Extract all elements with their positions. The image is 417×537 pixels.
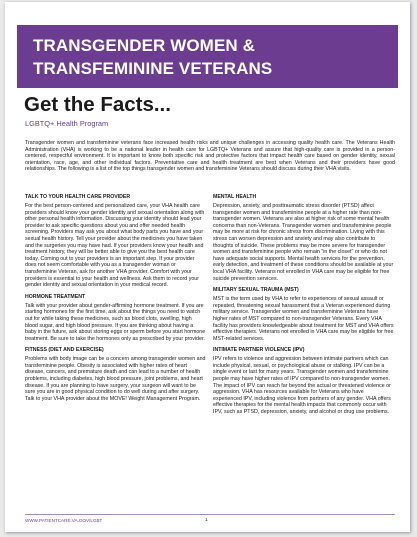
program-name: LGBTQ+ Health Program [25,119,109,128]
footer-url-link[interactable]: WWW.PATIENTCARE.VA.GOV/LGBT [25,518,103,523]
right-column [213,194,394,421]
section-mst [213,287,394,342]
intro-paragraph: Transgender women and transfeminine veterans face increased health risks and unique challenges in accessing quality health care. The Veterans Health Administration (VHA) is working to be a national leader in health care for LGBTQ+ Veterans and assure that high-quality care is provided in a person-centered, respectful environment. It is important to know both specific risk and protective factors that impact health care based on gender identity, sexual orientation, race, age, and other individual factors. Preventative care and health treatment are best when Veterans and their providers have good relationships. The following is a list of the top things transgender women and transfeminine Veterans should discuss during their VHA visits. [25,140,395,173]
page-number: 1 [205,518,208,523]
headline: Get the Facts... [24,93,171,116]
document-page [5,2,410,532]
banner-title-line-2: TRANSFEMININE VETERANS [33,59,273,78]
section-body: For the best person-centered and personalized care, your VHA health care providers should know your gender identity and sexual orientation along with other personal health information. Discussing your identity should lead your provider to ask specific questions about you and offer needed health screening. Providers may ask you about what body parts you have and your sexual health history. Tell your provider about the medicines you have taken and the surgeries you may have had. If your providers know your health and treatment history, they will be better able to give you the best health care today. Coming out to your providers is an important step. If your provider does not seem comfortable with you as a transgender woman or transfeminine Veteran, ask for another VHA provider. Comfort with your providers is essential to your health and wellness. Ask them to record your gender identity and sexual orientation in your medical record. [25,203,205,289]
section-body: MST is the term used by VHA to refer to experiences of sexual assault or repeated, threatening sexual harassment that a Veteran experienced during military service. Transgender women and transfeminine Veterans have higher rates of MST compared to non-transgender Veterans. Every VHA facility has providers knowledgeable about treatment for MST and VHA offers effective therapies. Veterans not enrolled in VHA care may be eligible for free MST-related services. [213,296,394,342]
section-heading: INTIMATE PARTNER VIOLENCE (IPV) [213,347,305,354]
left-column [25,194,206,407]
section-mental-health [213,194,394,282]
section-heading: FITNESS (DIET AND EXERCISE) [25,347,104,354]
banner-title-line-1: TRANSGENDER WOMEN & [33,36,255,55]
section-heading: TALK TO YOUR HEALTH CARE PROVIDER [25,194,131,200]
section-body: Talk with your provider about gender-affirming hormone treatment. If you are starting hormones for the first time, ask about the things you need to watch out for while taking these medicines, such as blood clots, swelling, high blood sugar, and high blood pressure. If you are thinking about having a baby in the future, ask about storing eggs or sperm before you start hormone treatment. Be sure to take the hormones only as prescribed by your provider. [25,302,206,342]
section-heading: MENTAL HEALTH [213,194,257,200]
section-heading: HORMONE TREATMENT [25,293,86,300]
footer-divider [25,514,395,515]
section-ipv [213,347,394,415]
title-banner [17,25,398,88]
section-fitness [25,347,206,402]
section-body: IPV refers to violence and aggression between intimate partners which can include physical, sexual, or psychological abuse or stalking. IPV can be a single event or last for many years. Transgender women and transfeminine people may have higher rates of IPV compared to non-transgender women. The impact of IPV can reach far beyond the actual or threatened violence or aggression. VHA has resources available for Veterans who have experienced IPV, including violence from partners of any gender. VHA offers effective therapies for the mental health impacts that commonly occur with IPV, such as PTSD, depression, anxiety, and alcohol or drug use problems. [213,356,391,416]
section-body: Problems with body image can be a concern among transgender women and transfeminine people. Obesity is associated with higher rates of heart disease, cancers, and premature death and can lead to a number of health problems, including diabetes, high blood pressure, joint problems, and heart disease. If you are planning to have surgery, your surgeon will want to be sure you are in good physical condition to do well during and after surgery. Talk to your VHA provider about the MOVE! Weight Management Program. [25,356,206,402]
section-heading: MILITARY SEXUAL TRAUMA (MST) [213,287,299,294]
section-hormone [25,294,206,343]
section-provider [25,194,206,289]
section-body: Depression, anxiety, and posttraumatic stress disorder (PTSD) affect transgender women and transfeminine people at a higher rate than non-transgender women. Veterans are also at higher risk of some mental health concerns than non-Veterans. Transgender women and transfeminine people may be more at risk for chronic stress from discrimination. Living with this stress can worsen depression and anxiety and may also contribute to thoughts of suicide. These problems may be more severe for transgender women and transfeminine people who remain "in the closet" or who do not have adequate social supports. Mental health services for the prevention, early detection, and treatment of these conditions should be available at your local VHA facility. Veterans not enrolled in VHA care may be eligible for free suicide prevention services. [213,203,394,282]
